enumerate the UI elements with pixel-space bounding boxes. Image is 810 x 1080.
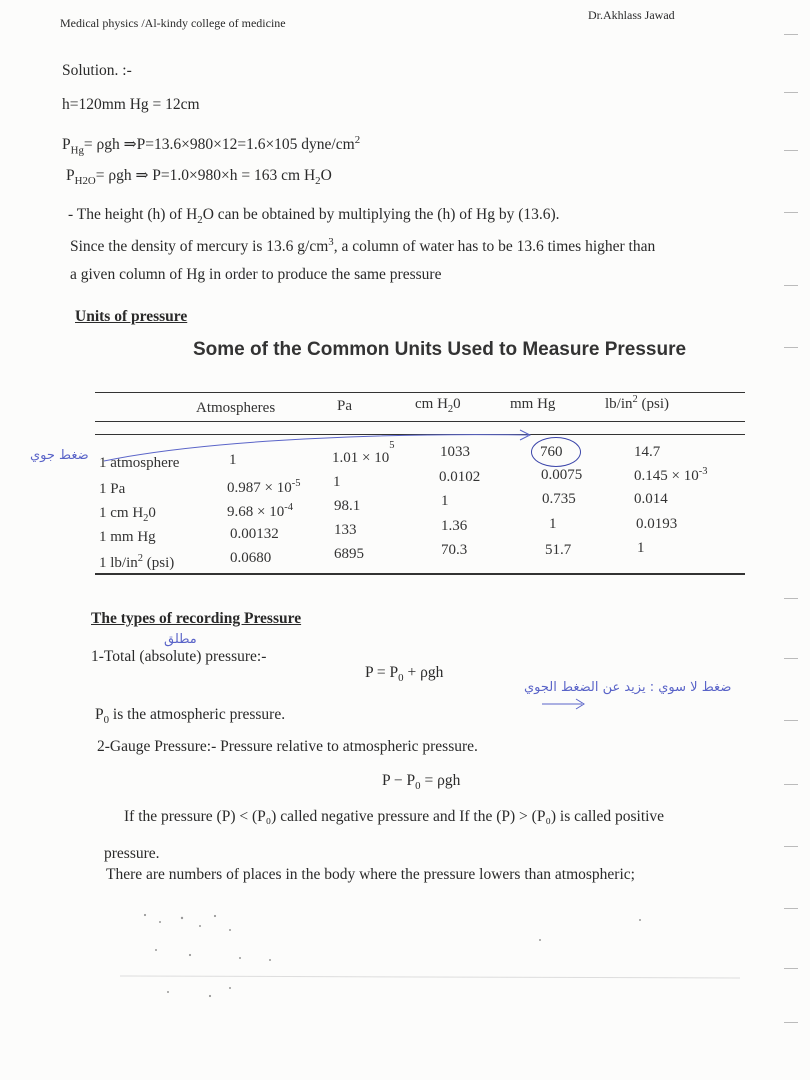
gauge-pressure-formula: $P - P_0 = \rho gh$ <box>382 772 461 793</box>
table-cell: 51.7 <box>545 542 572 558</box>
table-cell: 70.3 <box>441 542 468 558</box>
units-heading: Units of pressure <box>75 308 188 325</box>
gauge-pressure-label: 2-Gauge Pressure:- Pressure relative to atmospheric pressure. <box>97 738 478 755</box>
edge-mark <box>784 347 798 348</box>
table-cell: 0.0102 <box>439 469 481 485</box>
table-cell: 14.7 <box>634 444 661 460</box>
table-cell: 133 <box>334 522 357 538</box>
height-note: - The height (h) of $H_2O$ can be obtained by multiplying the (h) of Hg by (13.6). <box>68 206 560 227</box>
p-h2o-formula: $P_{H2O}= \rho gh$ ⇒ P=1.0×980×h = 163 cm $H_2O$ <box>66 167 332 188</box>
table-cell: 0.0680 <box>230 550 272 566</box>
scan-noise <box>120 900 760 1010</box>
edge-mark <box>784 968 798 969</box>
table-cell: 0.0075 <box>541 467 583 483</box>
edge-mark <box>784 285 798 286</box>
row-label-cmh2o: 1 cm $H_20$ <box>99 505 156 524</box>
col-header-mmhg: mm Hg <box>510 396 556 412</box>
row-label-pa: 1 Pa <box>99 481 126 497</box>
table-cell: 1 <box>549 516 557 532</box>
solution-title: Solution. :- <box>62 62 132 79</box>
table-cell: 1 <box>637 540 645 556</box>
p-hg-formula: $P_{Hg}= \rho gh$ ⇒P=13.6×980×12=1.6×105 dyne/$cm^2$ <box>62 134 361 157</box>
table-cell: 1033 <box>440 444 470 460</box>
edge-mark <box>784 1022 798 1023</box>
table-cell: 1.36 <box>441 518 468 534</box>
header-course: Medical physics /Al-kindy college of medicine <box>60 16 286 30</box>
edge-mark <box>784 784 798 785</box>
col-header-atmospheres: Atmospheres <box>196 400 276 416</box>
table-title: Some of the Common Units Used to Measure Pressure <box>193 339 687 360</box>
table-cell: 1 <box>333 474 341 490</box>
col-header-psi: $lb/in^2$ (psi) <box>605 394 670 412</box>
edge-mark <box>784 846 798 847</box>
h-line: h=120mm Hg = 12cm <box>62 96 200 113</box>
handwritten-margin-note: ضغط جوي <box>30 448 89 463</box>
edge-mark <box>784 212 798 213</box>
edge-mark <box>784 720 798 721</box>
col-header-cmh2o: cm $H_20$ <box>415 396 461 415</box>
condition-line-1: If the pressure (P) < (P₀) called negative pressure and If the (P) > (P₀) is called positive <box>124 808 665 825</box>
edge-mark <box>784 598 798 599</box>
table-cell: $0.987 \times 10^{-5}$ <box>227 478 301 496</box>
p0-definition: $P_0$ is the atmospheric pressure. <box>95 706 286 727</box>
table-cell: $1.01 \times 10^5$ <box>332 440 395 466</box>
edge-mark <box>784 658 798 659</box>
condition-line-2: pressure. <box>104 845 160 862</box>
hand-drawn-arrow <box>60 425 540 465</box>
types-heading: The types of recording Pressure <box>91 610 302 627</box>
table-cell: 1 <box>229 452 237 468</box>
hand-drawn-arrow <box>540 696 590 710</box>
header-author: Dr.Akhlass Jawad <box>588 8 675 22</box>
table-header-rule <box>95 421 745 422</box>
table-cell: 98.1 <box>334 498 361 514</box>
table-cell: $9.68 \times 10^{-4}$ <box>227 502 293 520</box>
table-cell: 0.735 <box>542 491 576 507</box>
places-line: There are numbers of places in the body where the pressure lowers than atmospheric; <box>106 866 635 883</box>
handwritten-absolute-note: مطلق <box>164 632 197 647</box>
row-label-mmhg: 1 mm Hg <box>99 529 156 545</box>
table-cell: 0.00132 <box>230 526 279 542</box>
edge-mark <box>784 908 798 909</box>
handwritten-positive-note: ضغط لا سوي : يزيد عن الضغط الجوي <box>524 680 732 695</box>
table-cell: 0.0193 <box>636 516 678 532</box>
table-bottom-rule <box>95 573 745 575</box>
total-pressure-formula: $P = P_0 + \rho gh$ <box>365 664 444 685</box>
density-line-1: Since the density of mercury is 13.6 $g/cm^3$, a column of water has to be 13.6 times higher than <box>70 236 656 256</box>
table-top-rule <box>95 392 745 393</box>
table-cell: 760 <box>540 444 563 460</box>
edge-mark <box>784 92 798 93</box>
table-cell: 0.014 <box>634 491 668 507</box>
col-header-pa: Pa <box>337 398 352 414</box>
total-pressure-label: 1-Total (absolute) pressure:- <box>91 648 267 665</box>
density-line-2: a given column of Hg in order to produce the same pressure <box>70 266 442 283</box>
table-cell: 1 <box>441 493 449 509</box>
row-label-atmosphere: 1 atmosphere <box>99 455 180 471</box>
edge-mark <box>784 150 798 151</box>
row-label-psi: 1 $lb/in^2$ (psi) <box>99 553 175 571</box>
edge-mark <box>784 34 798 35</box>
table-cell: $0.145 \times 10^{-3}$ <box>634 466 708 484</box>
table-cell: 6895 <box>334 546 364 562</box>
